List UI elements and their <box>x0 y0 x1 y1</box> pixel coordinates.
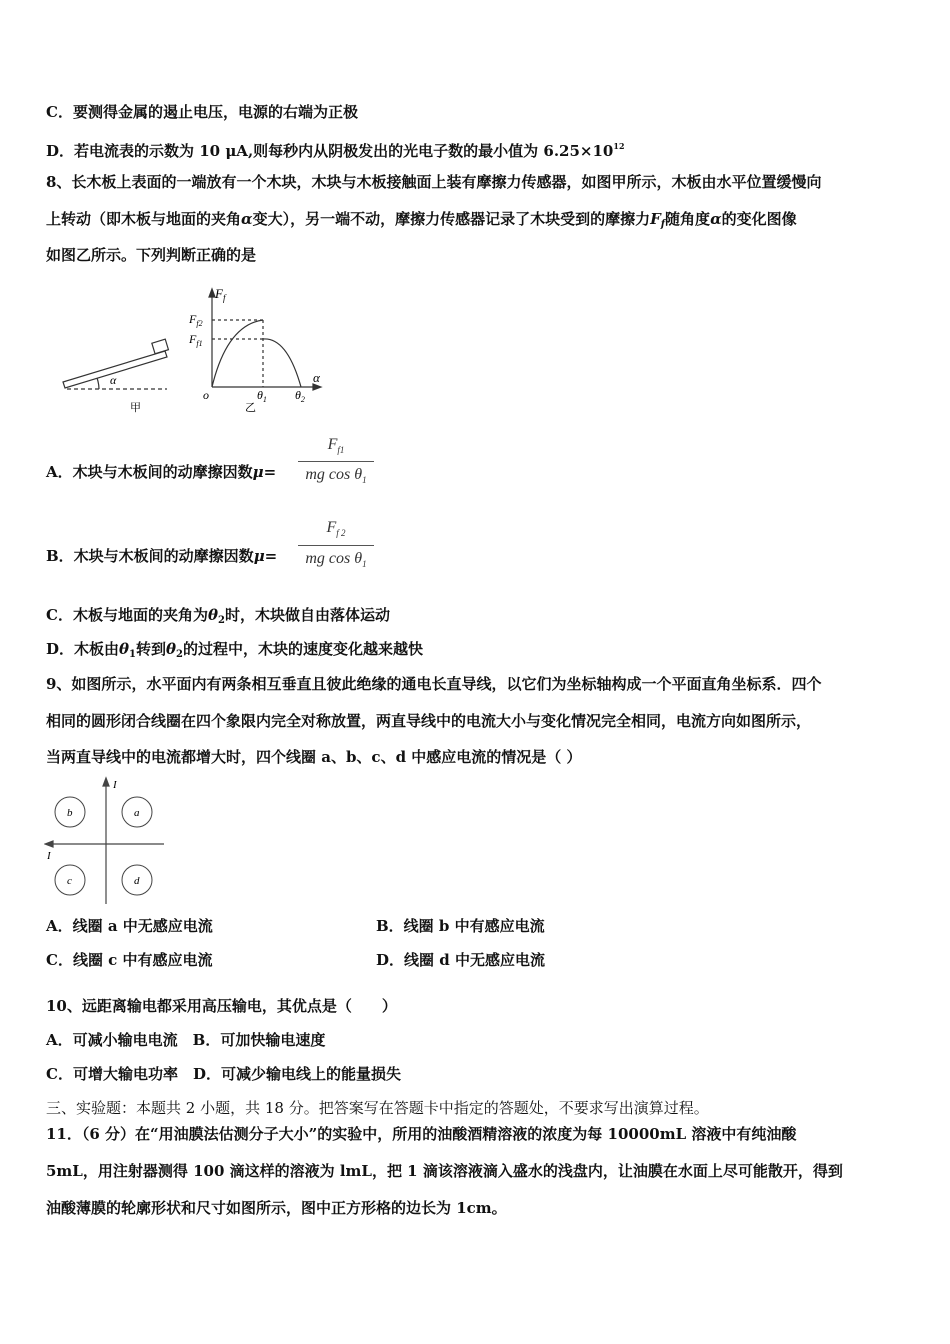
q8-stem-line1: 8、长木板上表面的一端放有一个木块，木块与木板接触面上装有摩擦力传感器，如图甲所示，木板由水平位置缓慢向 <box>46 173 822 191</box>
fraction-bar <box>298 545 374 546</box>
board-angle-label: α <box>110 373 117 387</box>
theta-symbol: θ <box>207 606 218 624</box>
q8-force-symbol: F <box>650 210 661 228</box>
q8-alpha-symbol: α <box>241 210 253 228</box>
q8-option-b <box>46 546 277 566</box>
figure-jia-label: 甲 <box>130 402 141 413</box>
mu-symbol: μ= <box>252 463 277 481</box>
q7-option-d <box>46 136 625 161</box>
q11-stem-line1: 11．（6 分）在“用油膜法估测分子大小”的实验中，所用的油酸酒精溶液的浓度为每 10000mL 溶液中有纯油酸 <box>46 1125 797 1143</box>
coordinate-wires <box>45 778 164 904</box>
coil-d-label: d <box>134 875 140 887</box>
graph-theta2-label: $\theta_2$ <box>295 388 305 404</box>
q8-option-c-text: 时，木块做自由落体运动 <box>224 606 390 624</box>
coil-a-label: a <box>134 807 140 819</box>
graph-ff1-label: $F_{f1}$ <box>189 332 203 348</box>
theta-symbol: θ <box>166 640 177 658</box>
q7-option-c: C．要测得金属的遏止电压，电源的右端为正极 <box>46 103 358 121</box>
q8-option-a-fraction <box>298 436 374 492</box>
q8-option-d <box>46 639 423 665</box>
theta-subscript: 2 <box>217 615 225 626</box>
fraction-numerator: $F_{f 2}$ <box>326 519 346 538</box>
q8-option-c-text: C．木板与地面的夹角为 <box>46 606 208 624</box>
q8-force-subscript: f <box>660 219 666 230</box>
q8-figure <box>55 283 340 413</box>
q8-option-b-fraction <box>298 519 374 575</box>
graph-ff2-label: $F_{f2}$ <box>189 312 203 328</box>
q8-option-d-text: 的过程中，木块的速度变化越来越快 <box>183 640 424 658</box>
graph-theta1-label: $\theta_1$ <box>257 388 267 404</box>
theta-subscript: 2 <box>176 649 183 660</box>
fraction-denominator: mg $\cos \theta_1$ <box>305 550 367 569</box>
q8-stem-line3: 如图乙所示。下列判断正确的是 <box>46 246 257 264</box>
q8-option-d-text: D．木板由 <box>46 640 120 658</box>
theta-symbol: θ <box>119 640 130 658</box>
q8-text: 的变化图像 <box>721 210 797 228</box>
q8-text: 上转动（即木板与地面的夹角 <box>46 210 242 228</box>
q8-option-c <box>46 605 390 631</box>
friction-graph <box>209 289 321 390</box>
q7-option-d-text: D．若电流表的示数为 10 μA,则每秒内从阴极发出的光电子数的最小值为 6.25×10 <box>46 142 614 160</box>
q10-options-ab: A．可减小输电电流 B．可加快输电速度 <box>46 1031 326 1049</box>
q8-text: 随角度 <box>665 210 711 228</box>
fraction-numerator: $F_{f1}$ <box>327 436 345 455</box>
q9-stem-line2: 相同的圆形闭合线圈在四个象限内完全对称放置，两直导线中的电流大小与变化情况完全相同，电流方向如图所示， <box>46 712 812 730</box>
q9-option-c: C．线圈 c 中有感应电流 <box>46 951 213 969</box>
q8-option-a-text: A．木块与木板间的动摩擦因数 <box>46 463 253 481</box>
q9-stem-line1: 9、如图所示，水平面内有两条相互垂直且彼此绝缘的通电长直导线，以它们为坐标轴构成一个平面直角坐标系．四个 <box>46 675 822 693</box>
q11-stem-line3: 油酸薄膜的轮廓形状和尺寸如图所示，图中正方形格的边长为 1cm。 <box>46 1199 507 1217</box>
q9-option-a: A．线圈 a 中无感应电流 <box>46 917 213 935</box>
q11-stem-line2: 5mL，用注射器测得 100 滴这样的溶液为 lmL，把 1 滴该溶液滴入盛水的浅盘内，让油膜在水面上尽可能散开，得到 <box>46 1162 843 1180</box>
mu-symbol: μ= <box>253 547 278 565</box>
q9-figure <box>44 776 168 906</box>
q7-option-d-exponent: 12 <box>613 141 625 151</box>
fraction-denominator: mg $\cos \theta_1$ <box>305 466 367 485</box>
graph-y-axis-label: $F_f$ <box>215 286 226 303</box>
horizontal-current-label: I <box>47 850 51 862</box>
graph-origin-label: o <box>203 388 209 402</box>
section-3-heading: 三、实验题：本题共 2 小题，共 18 分。把答案写在答题卡中指定的答题处，不要求写出演算过程。 <box>46 1099 709 1117</box>
q9-option-d: D．线圈 d 中无感应电流 <box>376 951 545 969</box>
q10-options-cd: C．可增大输电功率 D．可减少输电线上的能量损失 <box>46 1065 401 1083</box>
q8-option-a <box>46 462 276 482</box>
coil-c-label: c <box>67 875 72 887</box>
theta-subscript: 1 <box>129 649 136 660</box>
q10-stem: 10、远距离输电都采用高压输电，其优点是（ ） <box>46 997 397 1015</box>
graph-x-axis-label: α <box>313 370 320 385</box>
figure-yi-label: 乙 <box>245 402 256 413</box>
q8-stem-line2 <box>46 209 797 235</box>
q8-text: 变大），另一端不动，摩擦力传感器记录了木块受到的摩擦力 <box>252 210 651 228</box>
fraction-bar <box>298 461 374 462</box>
vertical-current-label: I <box>113 779 117 791</box>
q8-option-d-text: 转到 <box>136 640 167 658</box>
q9-stem-line3: 当两直导线中的电流都增大时，四个线圈 a、b、c、d 中感应电流的情况是（ ） <box>46 748 582 766</box>
q8-option-b-text: B．木块与木板间的动摩擦因数 <box>46 547 254 565</box>
q9-option-b: B．线圈 b 中有感应电流 <box>376 917 545 935</box>
coil-b-label: b <box>67 807 73 819</box>
q8-alpha-symbol: α <box>710 210 722 228</box>
